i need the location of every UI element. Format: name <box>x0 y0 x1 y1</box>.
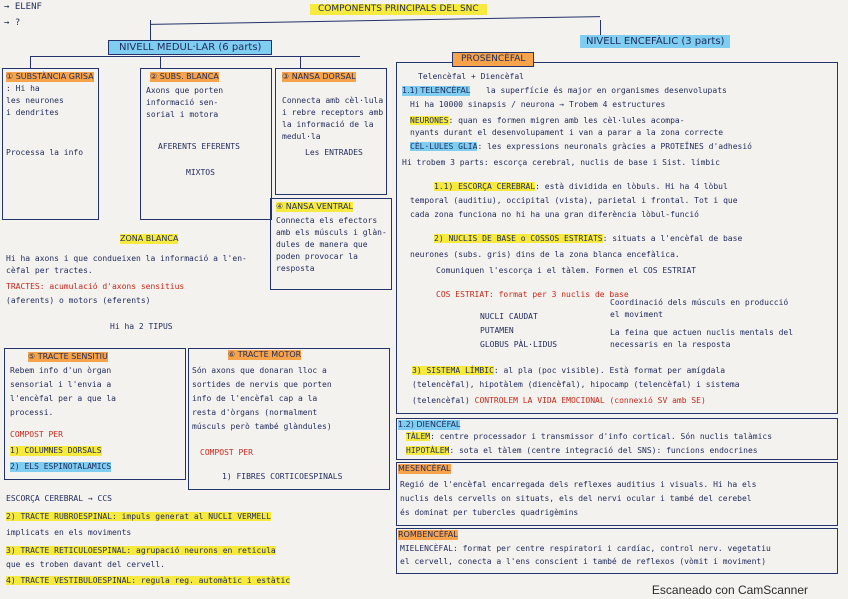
medullar-header: NIVELL MEDUL·LAR (6 parts) <box>108 40 272 55</box>
zona-blanca-line-3: TRACTES: acumulació d'axons sensitius <box>6 282 185 291</box>
medullar-branch-line <box>30 56 360 57</box>
mes-line-3: és dominat per tubercles quadrigèmins <box>400 508 579 517</box>
blanca-mixtos: MIXTOS <box>186 168 215 177</box>
tract-line-3: implicats en els moviments <box>6 528 132 537</box>
sensitiu-item-1: 1) COLUMNES DORSALS <box>10 446 102 455</box>
sensitiu-line-1: Rebem info d'un òrgan <box>10 366 112 375</box>
limbic-text: : al pla (poc visible). Està format per amígdala <box>493 366 726 375</box>
limbic-text-3: (telencèfal) <box>412 396 470 405</box>
vestibulo-label: 4) TRACTE VESTIBULOESPINAL: regula reg. automàtic i estàtic <box>6 576 291 585</box>
neurones-label: NEURONES <box>410 116 449 125</box>
motor-compost: COMPOST PER <box>200 448 253 457</box>
nuclis-label: 2) NUCLIS DE BASE o COSSOS ESTRIATS <box>434 234 603 243</box>
zona-blanca-line-1: Hi ha axons i que condueixen la informació a l'en- <box>6 254 247 263</box>
title-branch-line <box>150 16 600 25</box>
telencefal-title: 1.1) TELENCÈFAL <box>402 86 471 95</box>
encefalic-header: NIVELL ENCEFÀLIC (3 parts) <box>580 35 730 48</box>
motor-line-2: sortides de nervis que porten <box>192 380 332 389</box>
nuclis-text-2: neurones (subs. gris) dins de la zona blanca encefàlica. <box>410 250 680 259</box>
dorsal-line-1: Connecta amb cèl·lula <box>282 96 384 105</box>
top-left-note-2: → ? <box>4 18 21 28</box>
limbic-row-3 <box>412 396 706 406</box>
dorsal-line-4: medul·la <box>282 132 321 141</box>
grisa-line-3: i dendrites <box>6 108 59 117</box>
mesencefal-title: MESENCÈFAL <box>398 464 451 473</box>
neurones-row <box>410 116 685 126</box>
glia-text: : les expressions neuronals gràcies a PROTEÏNES d'adhesió <box>477 142 752 151</box>
blanca-line-2: informació sen- <box>146 98 219 107</box>
tract-line-5: que es troben davant del cervell. <box>6 560 165 569</box>
talem-row <box>406 432 772 442</box>
grisa-line-5: Processa la info <box>6 148 84 157</box>
left-branch-stem <box>150 20 151 42</box>
sensitiu-line-4: processi. <box>10 408 54 417</box>
coord-3: La feina que actuen nuclis mentals del <box>610 328 794 337</box>
ventral-line-4: poden provocar la <box>276 252 358 261</box>
blanca-line-3: sorial i motora <box>146 110 219 119</box>
mes-line-1: Regió de l'encèfal encarregada dels reflexes auditius i visuals. Hi ha els <box>400 480 757 489</box>
nuclis-connect: Comuniquen l'escorça i el tàlem. Formen el COS ESTRIAT <box>436 266 697 275</box>
talem-label: TÀLEM <box>406 432 431 441</box>
grisa-line-1: : Hi ha <box>6 84 40 93</box>
sensitiu-title: ⑤ TRACTE SENSITIU <box>28 352 108 361</box>
diencefal-title: 1.2) DIENCÈFAL <box>398 420 461 429</box>
dorsal-line-2: i rebre receptors amb <box>282 108 384 117</box>
motor-line-5: músculs però també glàndules) <box>192 422 332 431</box>
motor-title: ⑥ TRACTE MOTOR <box>228 350 302 359</box>
ventral-title: ④ NANSA VENTRAL <box>276 202 353 211</box>
hipo-row <box>406 446 758 456</box>
blanca-line-1: Axons que porten <box>146 86 224 95</box>
ventral-line-1: Connecta els efectors <box>276 216 378 225</box>
limbic-label: 3) SISTEMA LÍMBIC <box>412 366 494 375</box>
coord-1: Coordinació dels músculs en producció <box>610 298 789 307</box>
ventral-line-3: dules de manera que <box>276 240 368 249</box>
dorsal-title: ③ NANSA DORSAL <box>282 72 356 81</box>
romb-line-1: MIELENCÈFAL: format per centre respiratori i cardíac, control nerv. vegetatiu <box>400 544 771 553</box>
main-title: COMPONENTS PRINCIPALS DEL SNC <box>310 4 487 15</box>
nucli-item-1: NUCLI CAUDAT <box>480 312 538 321</box>
blanca-title: ② SUBS. BLANCA <box>150 72 219 81</box>
nucli-item-2: PUTAMEN <box>480 326 514 335</box>
prosencefal-sub: Telencèfal + Diencèfal <box>418 72 524 81</box>
rubro-label: 2) TRACTE RUBROESPINAL: impuls generat al NUCLI VERMELL <box>6 512 271 521</box>
escorca-label: 1.1) ESCORÇA CEREBRAL <box>434 182 536 191</box>
sensitiu-compost: COMPOST PER <box>10 430 63 439</box>
hipo-text: : sota el tàlem (centre integració del SNS): funcions endocrines <box>449 446 758 455</box>
tract-line-4 <box>6 546 276 556</box>
camscanner-footer: Escaneado con CamScanner <box>651 583 808 597</box>
sensitiu-line-3: l'encèfal per a que la <box>10 394 116 403</box>
talem-text: : centre processador i transmissor d'info cortical. Són nuclis talàmics <box>430 432 773 441</box>
tract-line-1: ESCORÇA CEREBRAL → CCS <box>6 494 112 503</box>
nuclis-row <box>434 234 742 244</box>
top-left-note-1: → ELENF <box>4 2 42 12</box>
zona-blanca-tipus: Hi ha 2 TIPUS <box>110 322 173 331</box>
nuclis-text: : situats a l'encèfal de base <box>602 234 743 243</box>
medullar-branch-2 <box>160 56 161 68</box>
zona-blanca-line-4: (aferents) o motors (eferents) <box>6 296 151 305</box>
sensitiu-line-2: sensorial i l'envia a <box>10 380 112 389</box>
tel-line-1: la superfície és major en organismes desenvolupats <box>486 86 727 95</box>
zona-blanca-line-2: cèfal per tractes. <box>6 266 93 275</box>
zona-blanca-title: ZONA BLANCA <box>120 234 179 243</box>
hi-trobem: Hi trobem 3 parts: escorça cerebral, nuclis de base i Sist. límbic <box>402 158 720 167</box>
grisa-title: ① SUBSTÀNCIA GRISA <box>6 72 94 81</box>
blanca-aferents: AFERENTS EFERENTS <box>158 142 240 151</box>
tract-line-6 <box>6 576 290 586</box>
glia-label: CÈL·LULES GLIA <box>410 142 478 151</box>
limbic-text-2: (telencèfal), hipotàlem (diencèfal), hipocamp (telencèfal) i sistema <box>412 380 740 389</box>
dorsal-entrades: Les ENTRADES <box>305 148 363 157</box>
coord-4: necessaris en la resposta <box>610 340 731 349</box>
escorca-text-3: cada zona funciona no hi ha una gran diferència lòbul-funció <box>410 210 699 219</box>
motor-item: 1) FIBRES CORTICOESPINALS <box>222 472 343 481</box>
romb-line-2: el cervell, conecta a l'ens conscient i també de reflexos (vòmit i moviment) <box>400 557 767 566</box>
motor-line-4: resta d'òrgans (normalment <box>192 408 318 417</box>
motor-line-1: Són axons que donaran lloc a <box>192 366 327 375</box>
medullar-branch-3 <box>300 56 301 68</box>
ventral-line-2: amb els músculs i glàn- <box>276 228 387 237</box>
limbic-red: CONTROLEM LA VIDA EMOCIONAL (connexió SV amb SE) <box>474 396 706 405</box>
glia-row <box>410 142 752 152</box>
tel-line-2: Hi ha 10000 sinapsis / neurona → Trobem 4 estructures <box>410 100 666 109</box>
medullar-branch-1 <box>30 56 31 68</box>
reticulo-label: 3) TRACTE RETICULOESPINAL: agrupació neurons en reticula <box>6 546 276 555</box>
neurones-text: : quan es formen migren amb les cèl·lules acompa- <box>448 116 685 125</box>
mes-line-2: nuclis dels cervells on situats, els del nervi ocular i també del cerebel <box>400 494 752 503</box>
hipo-label: HIPOTÀLEM <box>406 446 450 455</box>
nucli-item-3: GLOBUS PÀL·LIDUS <box>480 340 558 349</box>
grisa-line-2: les neurones <box>6 96 64 105</box>
limbic-row <box>412 366 725 376</box>
sensitiu-item-2: 2) ELS ESPINOTALAMICS <box>10 462 112 471</box>
tract-line-2 <box>6 512 271 522</box>
cos-estriat: COS ESTRIAT: format per 3 nuclis de base <box>436 290 629 299</box>
coord-2: el moviment <box>610 310 663 319</box>
ventral-line-5: resposta <box>276 264 315 273</box>
escorca-text: : està dividida en lòbuls. Hi ha 4 lòbul <box>535 182 728 191</box>
escorca-text-2: temporal (auditiu), occipital (vista), parietal i frontal. Tot i que <box>410 196 738 205</box>
dorsal-line-3: la informació de la <box>282 120 374 129</box>
motor-line-3: info de l'encèfal cap a la <box>192 394 318 403</box>
neurones-text-2: nyants durant el desenvolupament i van a parar a la zona correcte <box>410 128 724 137</box>
prosencefal-title: PROSENCÈFAL <box>452 52 534 67</box>
rombencefal-title: ROMBENCÈFAL <box>398 530 458 539</box>
encefalic-header-wrap <box>580 36 730 47</box>
escorca-row <box>434 182 728 192</box>
right-branch-stem <box>600 20 601 36</box>
